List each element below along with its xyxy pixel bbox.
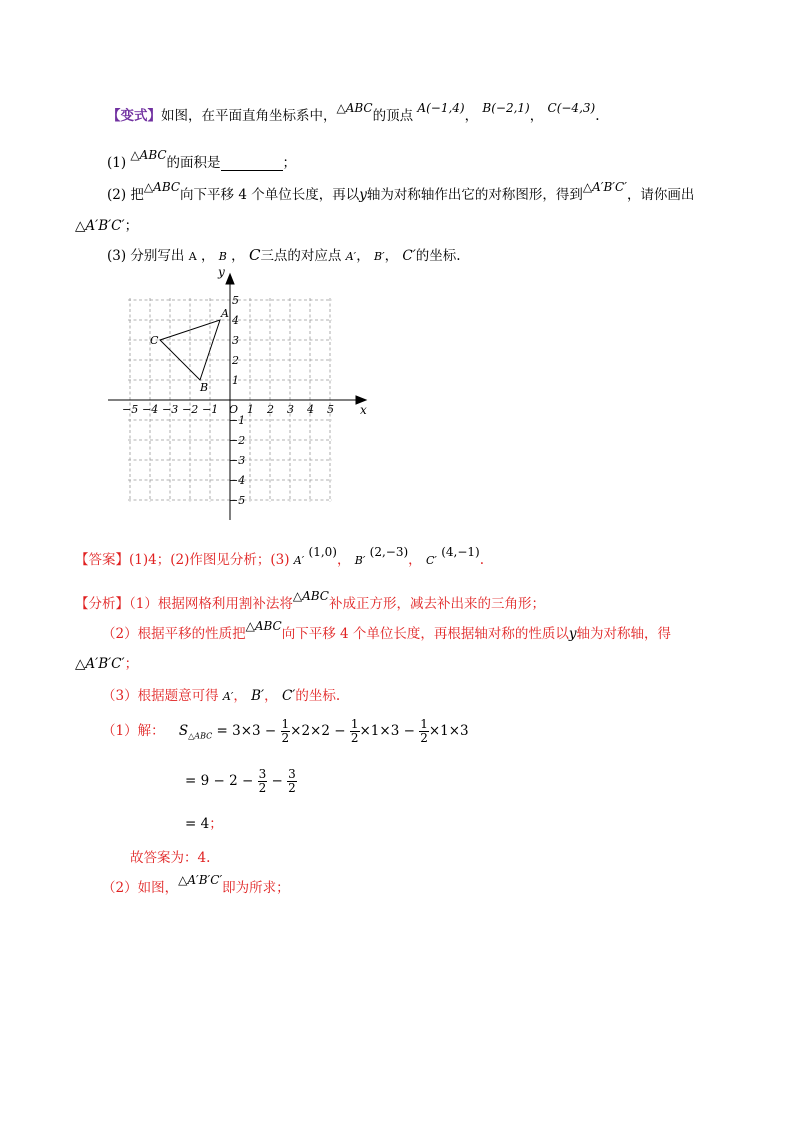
y-axis-label: y [218, 265, 225, 279]
analysis-l1-triangle: △ABC [292, 589, 329, 603]
y-tick-label: 5 [232, 294, 239, 307]
problem-end: . [595, 108, 600, 124]
x-axis-label: x [360, 403, 367, 417]
fraction-3-1-num: 3 [258, 767, 267, 781]
analysis-tag: 【分析】 [75, 596, 129, 612]
area-subscript: △ABC [188, 731, 213, 741]
step5-b: 即为所求； [222, 880, 290, 896]
analysis-l2-b: 向下平移 4 个单位长度，再根据轴对称的性质以 [281, 626, 569, 642]
answer-sep-1: ， [336, 552, 351, 568]
y-tick-label: −1 [229, 414, 246, 427]
solution-line-3 [185, 812, 223, 832]
answer-b-prime-label: B′ [354, 554, 366, 567]
fraction-half-2 [350, 718, 360, 745]
point-b: B(−2,1) [482, 101, 530, 115]
q1-end: ； [282, 155, 297, 171]
y-tick-label: 1 [232, 374, 239, 387]
analysis-l2-c: 轴为对称轴，得 [576, 626, 672, 642]
x-tick-label: 5 [327, 403, 334, 416]
analysis-line-4: （3）根据题意可得 A′， B′， C′的坐标. [102, 688, 341, 704]
vertices-label: 的顶点 [372, 108, 414, 124]
q2-text-a: 把 [130, 187, 144, 203]
step2-mid: − [271, 773, 283, 789]
y-tick-label: −2 [229, 434, 246, 447]
answer-b-prime-coord: (2,−3) [369, 545, 409, 559]
area-term-1: ×2×2 − [290, 723, 346, 739]
problem-intro: 如图，在平面直角坐标系中， [161, 108, 337, 124]
y-tick-label: −5 [229, 494, 246, 507]
q3-a-prime: A′ [345, 250, 357, 263]
answer-a-prime-label: A′ [293, 554, 305, 567]
step3-value: = 4 [185, 816, 210, 832]
x-tick-label: −5 [122, 403, 139, 416]
answer-c-prime-coord: (4,−1) [441, 545, 480, 559]
analysis-l4-c-prime: C′ [281, 688, 296, 704]
y-axis-arrow [226, 274, 234, 284]
analysis-line-2 [102, 619, 672, 642]
analysis-l2-a: （2）根据平移的性质把 [102, 626, 246, 642]
fraction-half-1 [281, 718, 291, 745]
q3-text2: 三点的对应点 [260, 248, 342, 264]
analysis-line-1 [75, 589, 545, 612]
x-tick-label: −3 [162, 403, 179, 416]
y-tick-label: 4 [232, 314, 239, 327]
step4-text: 故答案为：4. [130, 850, 211, 866]
step2-a: = 9 − 2 − [185, 773, 254, 789]
q2-number: (2) [107, 187, 127, 203]
x-tick-label: 2 [267, 403, 274, 416]
analysis-l4-b: 的坐标. [295, 688, 341, 704]
answer-c-prime-label: C′ [425, 554, 437, 567]
area-term-2: ×1×3 − [359, 723, 415, 739]
area-expression [178, 717, 469, 745]
area-symbol: S [178, 723, 189, 739]
analysis-l3-triangle: △A′B′C′ [75, 656, 125, 672]
analysis-l4-b-prime: B′ [251, 688, 265, 704]
analysis-line-3 [75, 652, 138, 672]
q2-triangle: △ABC [143, 180, 181, 194]
y-tick-label: −3 [229, 454, 246, 467]
analysis-l2-triangle: △ABC [245, 619, 282, 633]
vertex-b-label: B [200, 381, 209, 394]
q1-number: (1) [107, 155, 127, 171]
x-tick-label: −1 [202, 403, 219, 416]
analysis-l4-a-prime: A′ [222, 690, 234, 703]
q1-text: 的面积是 [166, 155, 221, 171]
fraction-half-3-den: 2 [420, 731, 428, 745]
vertex-c-label: C [150, 334, 159, 347]
x-tick-label: −4 [142, 403, 159, 416]
answer-a-prime-coord: (1,0) [308, 545, 337, 559]
y-tick-label: 2 [232, 354, 239, 367]
fraction-3-2-num: 3 [288, 767, 296, 781]
q3-number: (3) [107, 248, 127, 264]
q3-c-prime: C′ [402, 248, 416, 264]
point-c: C(−4,3) [547, 101, 596, 115]
solution-line-4 [130, 846, 210, 866]
answer-a-prime [293, 545, 337, 568]
answer-tag: 【答案】 [75, 552, 129, 568]
solution-label: （1）解： [102, 723, 165, 739]
x-tick-label: 4 [307, 403, 314, 416]
fraction-3-1-den: 2 [258, 781, 267, 795]
q2-text-d: ，请你画出 [626, 187, 695, 203]
origin-label: O [229, 403, 239, 416]
step5-a: （2）如图， [102, 880, 179, 896]
area-term-3: ×1×3 [428, 723, 469, 739]
fraction-half-2-den: 2 [350, 731, 359, 745]
fraction-half-1-num: 1 [281, 717, 290, 731]
analysis-l3-end: ； [124, 656, 139, 672]
q3-end: 的坐标. [415, 248, 461, 264]
vertex-a-label: A [221, 307, 229, 320]
solution-line-2 [185, 768, 297, 795]
y-tick-label: 3 [232, 334, 239, 347]
answer-text: (1)4；(2)作图见分析；(3) [129, 552, 290, 568]
x-tick-label: 1 [247, 403, 254, 416]
answer-c-prime [425, 545, 480, 568]
q2-y-axis: y [359, 187, 367, 203]
fraction-three-halves-1 [258, 768, 268, 795]
q3-b: B [218, 250, 227, 263]
q1-triangle: △ABC [130, 148, 167, 162]
fraction-half-3-num: 1 [420, 717, 428, 731]
answer-line [75, 545, 484, 568]
q2-prime-triangle: △A′B′C′ [582, 180, 627, 194]
solution-line-5 [102, 873, 290, 896]
fraction-half-3 [419, 718, 429, 745]
q2-text-b: 向下平移 4 个单位长度，再以 [180, 187, 360, 203]
variant-tag: 【变式】 [107, 108, 161, 124]
q2-line2-triangle: △A′B′C′ [75, 218, 125, 234]
q2-text-c: 轴为对称轴作出它的对称图形，得到 [366, 187, 583, 203]
analysis-l4-a: （3）根据题意可得 [102, 688, 219, 704]
analysis-l1-b: 补成正方形，减去补出来的三角形； [328, 596, 545, 612]
solution-line-1 [102, 718, 469, 745]
analysis-l1-a: （1）根据网格利用割补法将 [129, 596, 293, 612]
problem-line-1: 【变式】如图，在平面直角坐标系中，△ABC的顶点 A(−1,4)， B(−2,1)， C(−4,3). [107, 101, 600, 124]
q3-text: 分别写出 [130, 248, 185, 264]
step5-triangle: △A′B′C′ [178, 873, 223, 887]
q2-line2-end: ； [124, 218, 139, 234]
point-a: A(−1,4) [417, 101, 465, 115]
x-tick-label: −2 [182, 403, 199, 416]
fraction-half-1-den: 2 [281, 731, 290, 745]
y-tick-label: −4 [229, 474, 246, 487]
answer-b-prime [354, 545, 409, 568]
triangle-abc: △ABC [336, 101, 373, 115]
answer-end: . [479, 552, 484, 568]
step3-end: ； [209, 816, 223, 832]
answer-sep-2: ， [408, 552, 422, 568]
fraction-half-2-num: 1 [350, 717, 359, 731]
analysis-l2-y: y [568, 626, 577, 642]
fraction-3-2-den: 2 [288, 781, 296, 795]
q3-c: C [248, 246, 261, 264]
question-3: (3) 分别写出 A ， B ， C三点的对应点 A′， B′， C′的坐标. [107, 246, 461, 264]
fraction-three-halves-2 [287, 768, 297, 795]
x-tick-label: 3 [287, 403, 294, 416]
area-eq: = 3×3 − [216, 723, 277, 739]
q3-b-prime: B′ [373, 250, 385, 263]
q3-a: A [188, 250, 197, 263]
